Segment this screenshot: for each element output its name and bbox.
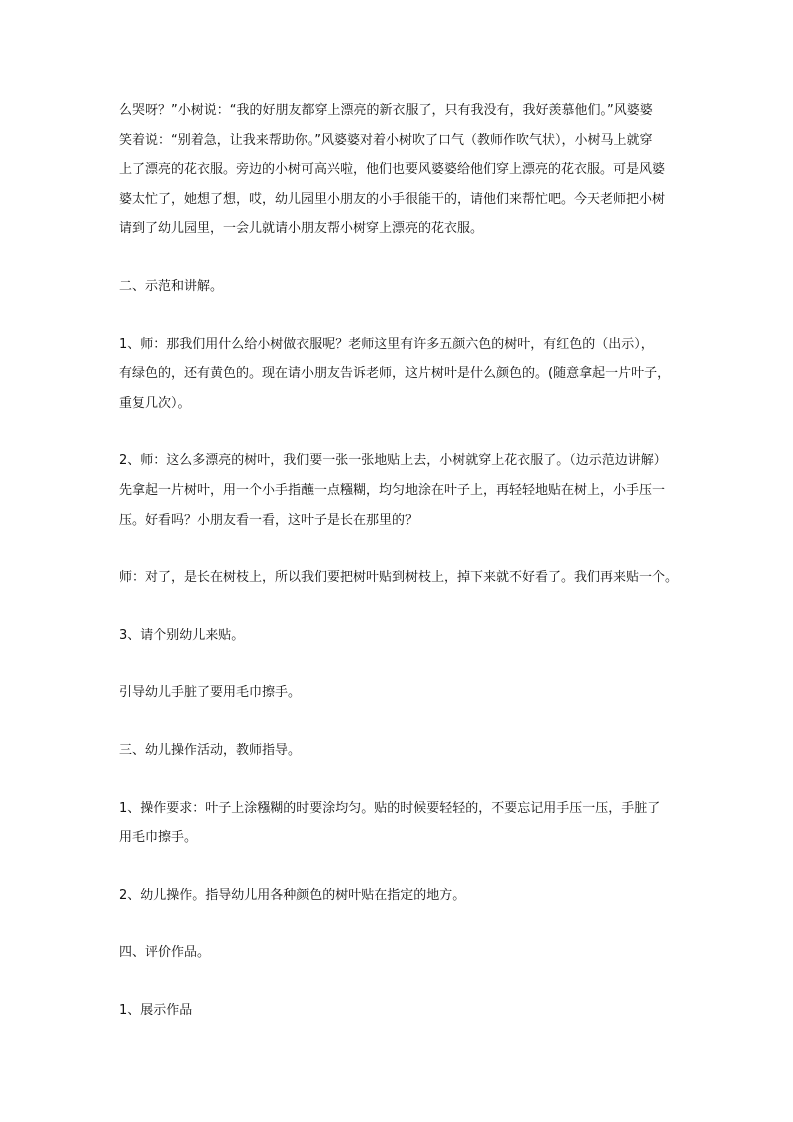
text-line: 笑着说：“别着急，让我来帮助你。”风婆婆对着小树吹了口气（教师作吹气状），小树马上就穿 — [119, 132, 653, 148]
display-works — [119, 996, 679, 1026]
section-heading-3 — [119, 736, 679, 766]
paragraph-gap — [119, 650, 679, 678]
paragraph-gap — [119, 593, 679, 621]
text-line: 师：对了，是长在树枝上，所以我们要把树叶贴到树枝上，掉下来就不好看了。我们再来贴一个。 — [119, 570, 679, 586]
paragraph-gap — [119, 968, 679, 996]
text-line: 1、师：那我们用什么给小树做衣服呢？老师这里有许多五颜六色的树叶，有红色的（出示）， — [119, 336, 654, 352]
text-line: 1、展示作品 — [119, 1002, 193, 1018]
text-line: 3、请个别幼儿来贴。 — [119, 627, 245, 643]
text-line: 2、师：这么多漂亮的树叶，我们要一张一张地贴上去，小树就穿上花衣服了。（边示范边讲解） — [119, 453, 667, 469]
text-line: 么哭呀？”小树说：“我的好朋友都穿上漂亮的新衣服了，只有我没有，我好羡慕他们。”风婆婆 — [119, 103, 653, 118]
paragraph-gap — [119, 302, 679, 330]
text-line: 有绿色的，还有黄色的。现在请小朋友告诉老师，这片树叶是什么颜色的。(随意拿起一片叶子， — [119, 366, 671, 382]
text-line: 压。好看吗？小朋友看一看，这叶子是长在那里的？ — [119, 512, 419, 528]
document-body — [119, 96, 679, 1025]
text-line: 上了漂亮的花衣服。旁边的小树可高兴啦，他们也要风婆婆给他们穿上漂亮的花衣服。可是风婆 — [119, 162, 666, 178]
operation-requirements — [119, 794, 679, 853]
section-heading-2 — [119, 272, 679, 302]
paragraph-gap — [119, 910, 679, 938]
teacher-remark — [119, 563, 679, 593]
text-line: 引导幼儿手脏了要用毛巾擦手。 — [119, 685, 302, 701]
text-line: 请到了幼儿园里，一会儿就请小朋友帮小树穿上漂亮的花衣服。 — [119, 221, 484, 237]
paragraph-gap — [119, 766, 679, 794]
paragraph-gap — [119, 708, 679, 736]
text-line: 重复几次）。 — [119, 395, 191, 411]
paragraph-gap — [119, 244, 679, 272]
text-line: 二、示范和讲解。 — [119, 278, 224, 294]
story-paragraph — [119, 96, 679, 244]
step-paragraph-1 — [119, 330, 679, 419]
step-paragraph-3 — [119, 621, 679, 651]
step-paragraph-2 — [119, 446, 679, 535]
child-operation — [119, 881, 679, 911]
paragraph-gap — [119, 853, 679, 881]
section-heading-4 — [119, 938, 679, 968]
text-line: 1、操作要求：叶子上涂糨糊的时要涂均匀。贴的时候要轻轻的，不要忘记用手压一压，手脏了 — [119, 800, 661, 816]
text-line: 四、评价作品。 — [119, 945, 211, 961]
text-line: 三、幼儿操作活动，教师指导。 — [119, 742, 302, 758]
text-line: 用毛巾擦手。 — [119, 830, 198, 846]
paragraph-gap — [119, 535, 679, 563]
paragraph-gap — [119, 418, 679, 446]
text-line: 先拿起一片树叶，用一个小手指蘸一点糨糊，均匀地涂在叶子上，再轻轻地贴在树上，小手压一 — [119, 482, 666, 498]
text-line: 婆太忙了，她想了想，哎，幼儿园里小朋友的小手很能干的，请他们来帮忙吧。今天老师把小树 — [119, 191, 666, 207]
text-line: 2、幼儿操作。指导幼儿用各种颜色的树叶贴在指定的地方。 — [119, 887, 466, 903]
guidance-paragraph — [119, 678, 679, 708]
